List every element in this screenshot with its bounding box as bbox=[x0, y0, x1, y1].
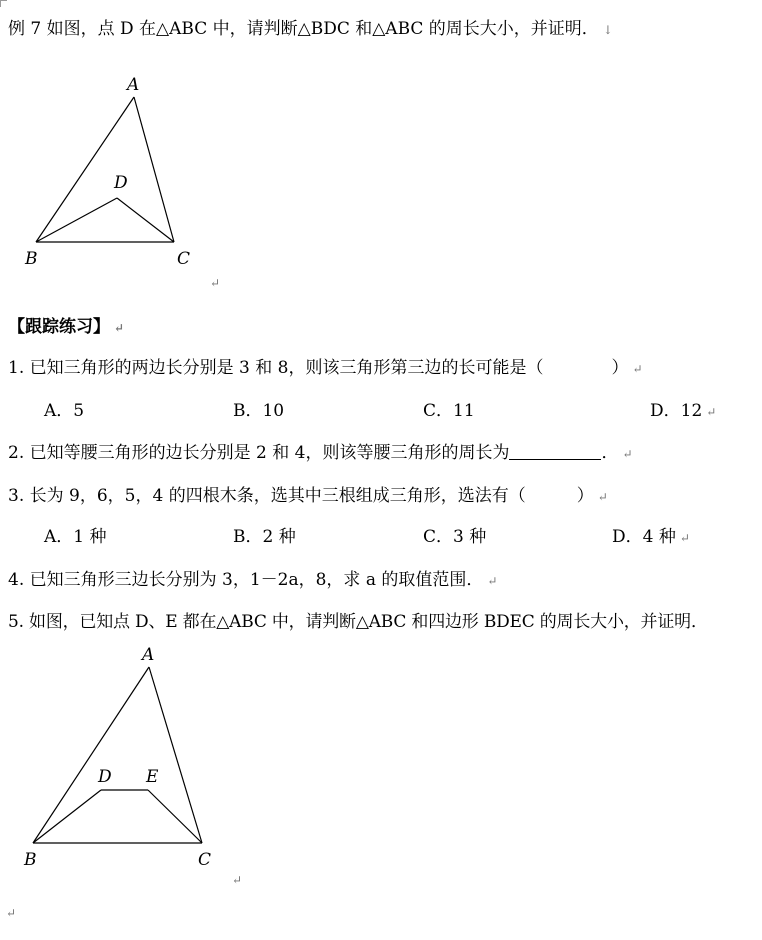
return-mark: ↵ bbox=[679, 531, 690, 545]
example-7-statement: 例 7 如图，点 D 在△ABC 中，请判断△BDC 和△ABC 的周长大小，并证明． bbox=[8, 19, 599, 39]
question-1 bbox=[8, 353, 643, 378]
question-4-text: 4. 已知三角形三边长分别为 3，1－2a，8，求 a 的取值范围． bbox=[8, 570, 484, 590]
question-5 bbox=[8, 607, 708, 632]
return-mark: ↵ bbox=[210, 276, 221, 290]
label-c-2: C bbox=[198, 850, 212, 870]
label-e-2: E bbox=[146, 767, 159, 787]
question-3 bbox=[8, 481, 608, 506]
segment-ab-2 bbox=[33, 667, 149, 843]
q3-choice-c: C．3 种 bbox=[423, 527, 487, 547]
label-a-2: A bbox=[142, 645, 155, 665]
question-2-end: ． bbox=[601, 443, 619, 463]
return-mark: ↵ bbox=[632, 362, 643, 376]
question-4 bbox=[8, 565, 497, 590]
figure-triangle-abc-de bbox=[33, 667, 202, 843]
q1-choice-d-text: D．12 bbox=[650, 401, 703, 421]
label-b-2: B bbox=[24, 850, 37, 870]
q1-choice-a: A．5 bbox=[44, 401, 85, 421]
q3-choice-a: A．1 种 bbox=[44, 527, 107, 547]
practice-heading bbox=[8, 312, 124, 337]
answer-blank[interactable] bbox=[509, 445, 601, 460]
label-d: D bbox=[114, 173, 128, 193]
return-mark: ↵ bbox=[6, 906, 17, 920]
question-2-text: 2. 已知等腰三角形的边长分别是 2 和 4，则该等腰三角形的周长为 bbox=[8, 443, 510, 463]
question-1-text: 1. 已知三角形的两边长分别是 3 和 8，则该三角形第三边的长可能是（ ） bbox=[8, 358, 629, 378]
return-mark: ↵ bbox=[597, 490, 608, 504]
question-3-text: 3. 长为 9，6，5，4 的四根木条，选其中三根组成三角形，选法有（ ） bbox=[8, 486, 594, 506]
q3-choice-d-text: D．4 种 bbox=[612, 527, 676, 547]
question-5-text: 5. 如图，已知点 D、E 都在△ABC 中，请判断△ABC 和四边形 BDEC 的周长大小，并证明． bbox=[8, 612, 708, 632]
return-mark: ↵ bbox=[622, 447, 633, 461]
q3-choice-b: B．2 种 bbox=[233, 527, 296, 547]
return-mark: ↵ bbox=[706, 405, 717, 419]
return-mark: ↵ bbox=[232, 873, 243, 887]
label-b: B bbox=[25, 249, 38, 269]
q3-choice-d bbox=[612, 522, 690, 547]
return-mark: ↵ bbox=[487, 574, 498, 588]
return-mark: ↵ bbox=[114, 321, 125, 335]
q1-choice-b: B．10 bbox=[233, 401, 285, 421]
label-c: C bbox=[177, 249, 191, 269]
question-2 bbox=[8, 438, 633, 463]
label-d-2: D bbox=[98, 767, 112, 787]
label-a: A bbox=[127, 75, 140, 95]
q1-choice-c: C．11 bbox=[423, 401, 475, 421]
q1-choice-d bbox=[650, 396, 716, 421]
practice-heading-text: 【跟踪练习】 bbox=[8, 317, 110, 337]
segment-bd-2 bbox=[33, 790, 101, 843]
segment-ab bbox=[36, 97, 134, 242]
segment-bd bbox=[36, 198, 117, 242]
line-break-mark: ↓ bbox=[602, 23, 613, 37]
segment-dc bbox=[117, 198, 174, 242]
segment-ac bbox=[134, 97, 174, 242]
